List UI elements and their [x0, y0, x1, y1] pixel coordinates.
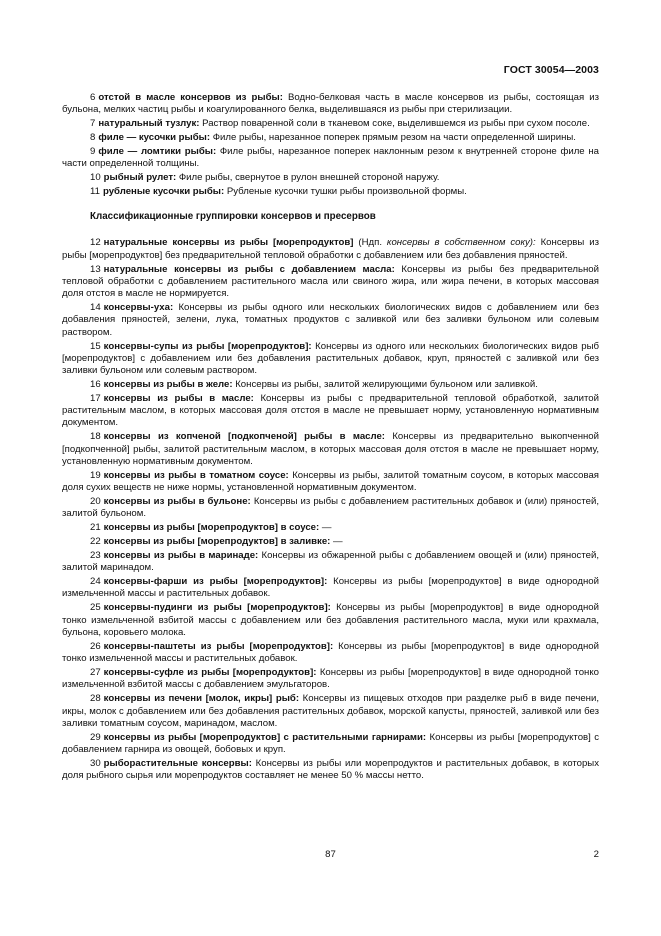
- definition: Консервы из рыбы с предварительной тепловой обработкой, залитой растительным маслом, в которых массовая доля отстоя в масле не превышает норму, установленную нормативным документом.: [62, 392, 599, 429]
- definition: Филе рыбы, нарезанное поперек наклонным резом к внутренней стороне филе на части определенной толщины.: [62, 145, 599, 170]
- term: натуральные консервы из рыбы [морепродуктов]: [103, 237, 354, 249]
- term: консервы из рыбы в желе:: [103, 378, 233, 390]
- definition: Консервы из рыбы [морепродуктов] в виде однородной тонко измельченной взбитой массы с добавлением эмульгаторов.: [62, 667, 599, 691]
- definition-entry-16: 16 консервы из рыбы в желе: Консервы из рыбы, залитой желирующими бульоном или заливкой.: [90, 378, 538, 390]
- entries-bottom: [62, 264, 599, 783]
- definition: Консервы из рыбы [морепродуктов] с добавлением гарнира из овощей, бобовых и круп.: [62, 731, 599, 756]
- entries-top: [62, 92, 599, 198]
- term: консервы-фарши из рыбы [морепродуктов]:: [103, 576, 328, 588]
- definition: Консервы из пищевых отходов при разделке рыб в виде печени, икры, молок с добавлением или без добавления растительных добавок, морской капусты, пряностей, заливкой или без заливки томатным соусом, маринадом, маслом.: [62, 693, 600, 729]
- definition-entry-19: 19 консервы из рыбы в томатном соусе: Консервы из рыбы, залитой томатным соусом, в которых массовая доля сухих веществ не ниже нормы, установленной нормативным документом.: [62, 469, 599, 494]
- deprecated-term: консервы в собственном соку):: [386, 237, 536, 249]
- definition: Консервы из предварительно выкопченной [подкопченной] рыбы, залитой растительным маслом, в которых массовая доля отстоя в масле не превышает норму, установленную нормативным документом.: [62, 431, 600, 467]
- definition: Консервы из рыбы [морепродуктов] в виде однородной тонко измельченной взбитой массы с добавлением или без добавления растительного масла, муки или крахмала, бульона, коровьего молока.: [62, 602, 599, 638]
- term: филе — ломтики рыбы:: [98, 145, 217, 157]
- definition: Консервы из обжаренной рыбы с добавлением овощей и (или) пряностей, залитой маринадом.: [62, 550, 599, 574]
- definition-entry-20: 20 консервы из рыбы в бульоне: Консервы из рыбы с добавлением растительных добавок и (или) пряностей, залитой бульоном.: [62, 496, 599, 520]
- definition-entry-14: 14 консервы-уха: Консервы из рыбы одного или нескольких биологических видов с добавлением или без добавления пряностей, зелени, лука, томатных продуктов с заливкой или без заливки бульоном или солевым раствором.: [62, 302, 599, 338]
- term: натуральные консервы из рыбы с добавлением масла:: [103, 263, 395, 275]
- definition: Консервы из одного или нескольких биологических видов рыб [морепродуктов] с добавлением или без добавления растительных добавок, круп, пряностей с заливкой или без заливки бульоном или солевым раствором.: [62, 340, 599, 377]
- definition-entry-22: 22 консервы из рыбы [морепродуктов] в заливке: —: [90, 536, 343, 548]
- term: консервы-супы из рыбы [морепродуктов]:: [103, 340, 312, 352]
- definition-entry-27: 27 консервы-суфле из рыбы [морепродуктов]: Консервы из рыбы [морепродуктов] в виде однородной тонко измельченной взбитой массы с добавлением эмульгаторов.: [62, 667, 599, 691]
- definition-entry-24: 24 консервы-фарши из рыбы [морепродуктов]: Консервы из рыбы [морепродуктов] в виде однородной измельченной массы и растительных добавок.: [62, 576, 599, 600]
- definition: Консервы из рыбы, залитой желирующими бульоном или заливкой.: [235, 378, 538, 390]
- definition-entry-29: 29 консервы из рыбы [морепродуктов] с растительными гарнирами: Консервы из рыбы [морепродуктов] с добавлением гарнира из овощей, бобовых и круп.: [62, 731, 599, 756]
- term: консервы-уха:: [103, 302, 174, 314]
- term: консервы из рыбы [морепродуктов] с растительными гарнирами:: [103, 731, 427, 743]
- term: рыбный рулет:: [103, 172, 177, 184]
- definition-entry-30: 30 рыборастительные консервы: Консервы из рыбы или морепродуктов и растительных добавок, в которых доля рыбного сырья или морепродуктов составляет не менее 50 % массы нетто.: [62, 757, 599, 782]
- definition-entry-18: 18 консервы из копченой [подкопченой] рыбы в масле: Консервы из предварительно выкопченной [подкопченной] рыбы, залитой растительным маслом, в которых массовая доля отстоя в масле не превышает норму, установленную нормативным документом.: [62, 431, 600, 467]
- definition: Консервы из рыбы [морепродуктов] в виде однородной тонко измельченной массы и растительных добавок.: [62, 640, 599, 665]
- definition: Консервы из рыбы [морепродуктов] без предварительной тепловой обработки с добавлением или без добавления пряностей.: [62, 237, 599, 261]
- term: филе — кусочки рыбы:: [98, 132, 211, 144]
- definition: Филе рыбы, нарезанное поперек прямым резом на части определенной ширины.: [212, 132, 576, 144]
- definition-entry-12: 12 натуральные консервы из рыбы [морепродуктов] (Ндп. консервы в собственном соку): Консервы из рыбы [морепродуктов] без предварительной тепловой обработки с добавлением или без добавления пряностей.: [62, 237, 599, 261]
- sheet-number: 2: [593, 849, 599, 860]
- definition-entry-7: 7 натуральный тузлук: Раствор поваренной соли в тканевом соке, выделившемся из рыбы при сухом посоле.: [90, 118, 590, 130]
- term: консервы из рыбы в бульоне:: [103, 496, 251, 508]
- term: консервы из рыбы [морепродуктов] в заливке:: [103, 536, 331, 548]
- definition-entry-13: 13 натуральные консервы из рыбы с добавлением масла: Консервы из рыбы без предварительной тепловой обработки с добавлением растительного масла или свиного жира, или жира печени, в которых массовая доля отстоя в масле не нормируется.: [62, 263, 599, 300]
- term: консервы из рыбы в масле:: [103, 392, 254, 404]
- term: отстой в масле консервов из рыбы:: [98, 92, 283, 103]
- definition: Рубленые кусочки тушки рыбы произвольной формы.: [226, 186, 467, 198]
- page-number: 87: [325, 849, 336, 860]
- definition: Консервы из рыбы, залитой томатным соусом, в которых массовая доля сухих веществ не ниже нормы, установленной нормативным документом.: [62, 469, 599, 494]
- definition-entry-25: 25 консервы-пудинги из рыбы [морепродуктов]: Консервы из рыбы [морепродуктов] в виде однородной тонко измельченной взбитой массы с добавлением или без добавления растительного масла, муки или крахмала, бульона, коровьего молока.: [62, 602, 599, 638]
- definition: Филе рыбы, свернутое в рулон внешней стороной наружу.: [178, 172, 440, 184]
- definition: Консервы из рыбы [морепродуктов] в виде однородной измельченной массы и растительных добавок.: [62, 576, 599, 600]
- term: рыборастительные консервы:: [103, 757, 252, 769]
- definition-entry-21: 21 консервы из рыбы [морепродуктов] в соусе: —: [90, 522, 332, 534]
- term: консервы-паштеты из рыбы [морепродуктов]:: [103, 640, 334, 652]
- term: консервы из копченой [подкопченой] рыбы в масле:: [103, 431, 386, 443]
- definition-entry-10: 10 рыбный рулет: Филе рыбы, свернутое в рулон внешней стороной наружу.: [90, 172, 440, 184]
- definition: Водно-белковая часть в масле консервов из рыбы, состоящая из бульона, мелких частиц рыбы и коагулированного белка, выделившаяся из рыбы при стерилизации.: [62, 92, 599, 116]
- definition-entry-15: 15 консервы-супы из рыбы [морепродуктов]: Консервы из одного или нескольких биологических видов рыб [морепродуктов] с добавлением или без добавления растительных добавок, круп, пряностей с заливкой или без заливки бульоном или солевым раствором.: [62, 340, 599, 377]
- document-body: [62, 92, 599, 784]
- section-heading: Классификационные группировки консервов и пресервов: [90, 211, 376, 223]
- definition: —: [333, 536, 343, 548]
- definition: Консервы из рыбы без предварительной тепловой обработки с добавлением растительного масла или свиного жира, или жира печени, в которых массовая доля отстоя в масле не нормируется.: [62, 263, 599, 300]
- term: консервы-суфле из рыбы [морепродуктов]:: [103, 667, 317, 679]
- definition-entry-6: 6 отстой в масле консервов из рыбы: Водно-белковая часть в масле консервов из рыбы, состоящая из бульона, мелких частиц рыбы и коагулированного белка, выделившаяся из рыбы при стерилизации.: [62, 92, 599, 116]
- definition-entry-23: 23 консервы из рыбы в маринаде: Консервы из обжаренной рыбы с добавлением овощей и (или) пряностей, залитой маринадом.: [62, 550, 599, 574]
- definition-entry-28: 28 консервы из печени [молок, икры] рыб: Консервы из пищевых отходов при разделке рыб в виде печени, икры, молок с добавлением или без добавления растительных добавок, морской капусты, пряностей, заливкой или без заливки томатным соусом, маринадом, маслом.: [62, 693, 600, 729]
- definition-entry-8: 8 филе — кусочки рыбы: Филе рыбы, нарезанное поперек прямым резом на части определенной ширины.: [90, 132, 576, 144]
- term: рубленые кусочки рыбы:: [102, 186, 225, 198]
- term: натуральный тузлук:: [98, 118, 200, 130]
- definition: —: [321, 522, 332, 534]
- standard-designation: ГОСТ 30054—2003: [503, 64, 599, 76]
- term: консервы из печени [молок, икры] рыб:: [103, 693, 300, 705]
- definition-entry-9: 9 филе — ломтики рыбы: Филе рыбы, нарезанное поперек наклонным резом к внутренней стороне филе на части определенной толщины.: [62, 145, 599, 170]
- definition: Раствор поваренной соли в тканевом соке, выделившемся из рыбы при сухом посоле.: [202, 118, 590, 130]
- deprecated-note: (Ндп.: [358, 237, 387, 249]
- definition-entry-17: 17 консервы из рыбы в масле: Консервы из рыбы с предварительной тепловой обработкой, залитой растительным маслом, в которых массовая доля отстоя в масле не превышает норму, установленную нормативным документом.: [62, 392, 599, 429]
- definition-entry-26: 26 консервы-паштеты из рыбы [морепродуктов]: Консервы из рыбы [морепродуктов] в виде однородной тонко измельченной массы и растительных добавок.: [62, 640, 599, 665]
- term: консервы из рыбы в маринаде:: [103, 550, 259, 561]
- term: консервы из рыбы в томатном соусе:: [103, 469, 289, 481]
- definition-entry-11: 11 рубленые кусочки рыбы: Рубленые кусочки тушки рыбы произвольной формы.: [90, 186, 467, 198]
- term: консервы из рыбы [морепродуктов] в соусе:: [103, 522, 320, 534]
- term: консервы-пудинги из рыбы [морепродуктов]:: [103, 602, 331, 614]
- definition: Консервы из рыбы с добавлением растительных добавок и (или) пряностей, залитой бульоном.: [62, 496, 599, 520]
- definition: Консервы из рыбы одного или нескольких биологических видов с добавлением или без добавления пряностей, зелени, лука, томатных продуктов с заливкой или без заливки бульоном или солевым раствором.: [62, 302, 599, 338]
- definition: Консервы из рыбы или морепродуктов и растительных добавок, в которых доля рыбного сырья или морепродуктов составляет не менее 50 % массы нетто.: [62, 757, 599, 782]
